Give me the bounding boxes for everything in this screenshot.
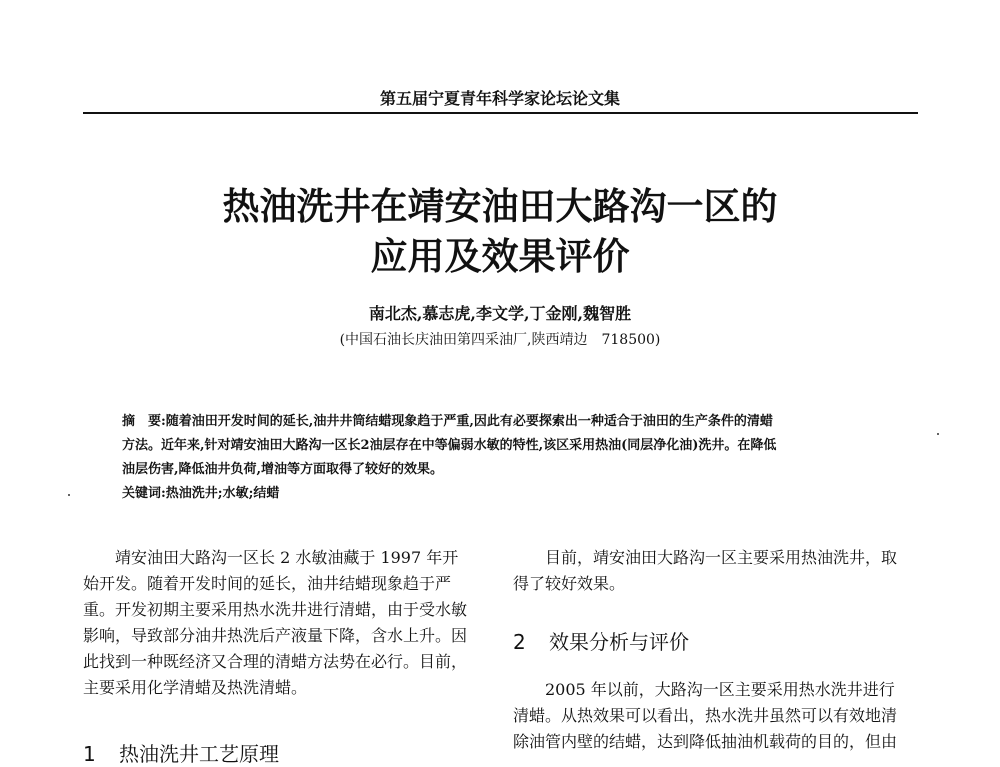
section-number: 2 <box>513 630 526 654</box>
right-column <box>513 545 928 597</box>
abstract-line: 摘 要:随着油田开发时间的延长,油井井筒结蜡现象趋于严重,因此有必要探索出一种适合于油田的生产条件的清蜡 <box>122 414 773 429</box>
keywords: 关键词:热油洗井;水敏;结蜡 <box>122 486 280 501</box>
journal-header: 第五届宁夏青年科学家论坛论文集 <box>379 89 620 108</box>
section-title: 热油洗井工艺原理 <box>119 742 279 766</box>
section-heading-2 <box>513 626 689 655</box>
author-list: 南北杰,慕志虎,李文学,丁金刚,魏智胜 <box>368 304 632 323</box>
body-line: 始开发。随着开发时间的延长，油井结蜡现象趋于严 <box>83 574 452 593</box>
left-column <box>83 545 498 701</box>
right-column-body <box>513 677 928 755</box>
body-line: 重。开发初期主要采用热水洗井进行清蜡，由于受水敏 <box>83 600 468 619</box>
body-line: 此找到一种既经济又合理的清蜡方法势在必行。目前， <box>83 652 468 671</box>
section-title: 效果分析与评价 <box>549 630 689 654</box>
abstract <box>122 410 882 506</box>
paper-title-line-1: 热油洗井在靖安油田大路沟一区的 <box>222 185 778 228</box>
body-line: 主要采用化学清蜡及热洗清蜡。 <box>83 678 308 697</box>
body-line: 靖安油田大路沟一区长 2 水敏油藏于 1997 年开 <box>83 548 459 567</box>
body-line: 除油管内壁的结蜡，达到降低抽油机载荷的目的，但由 <box>513 732 898 751</box>
section-number: 1 <box>83 742 96 766</box>
body-line: 目前，靖安油田大路沟一区主要采用热油洗井，取 <box>513 548 898 567</box>
scan-speck <box>937 433 939 435</box>
paper-title-line-2: 应用及效果评价 <box>370 235 630 278</box>
section-heading-1 <box>83 738 279 767</box>
body-line: 得了较好效果。 <box>513 574 626 593</box>
body-line: 清蜡。从热效果可以看出，热水洗井虽然可以有效地清 <box>513 706 898 725</box>
scan-speck <box>68 494 70 496</box>
abstract-line: 方法。近年来,针对靖安油田大路沟一区长2油层存在中等偏弱水敏的特性,该区采用热油(同层净化油)洗井。在降低 <box>122 438 777 453</box>
affiliation: (中国石油长庆油田第四采油厂,陕西靖边 718500) <box>339 332 661 348</box>
body-line: 影响，导致部分油井热洗后产液量下降，含水上升。因 <box>83 626 468 645</box>
header-rule <box>83 112 918 114</box>
abstract-line: 油层伤害,降低油井负荷,增油等方面取得了较好的效果。 <box>122 462 444 477</box>
body-line: 2005 年以前，大路沟一区主要采用热水洗井进行 <box>513 680 895 699</box>
